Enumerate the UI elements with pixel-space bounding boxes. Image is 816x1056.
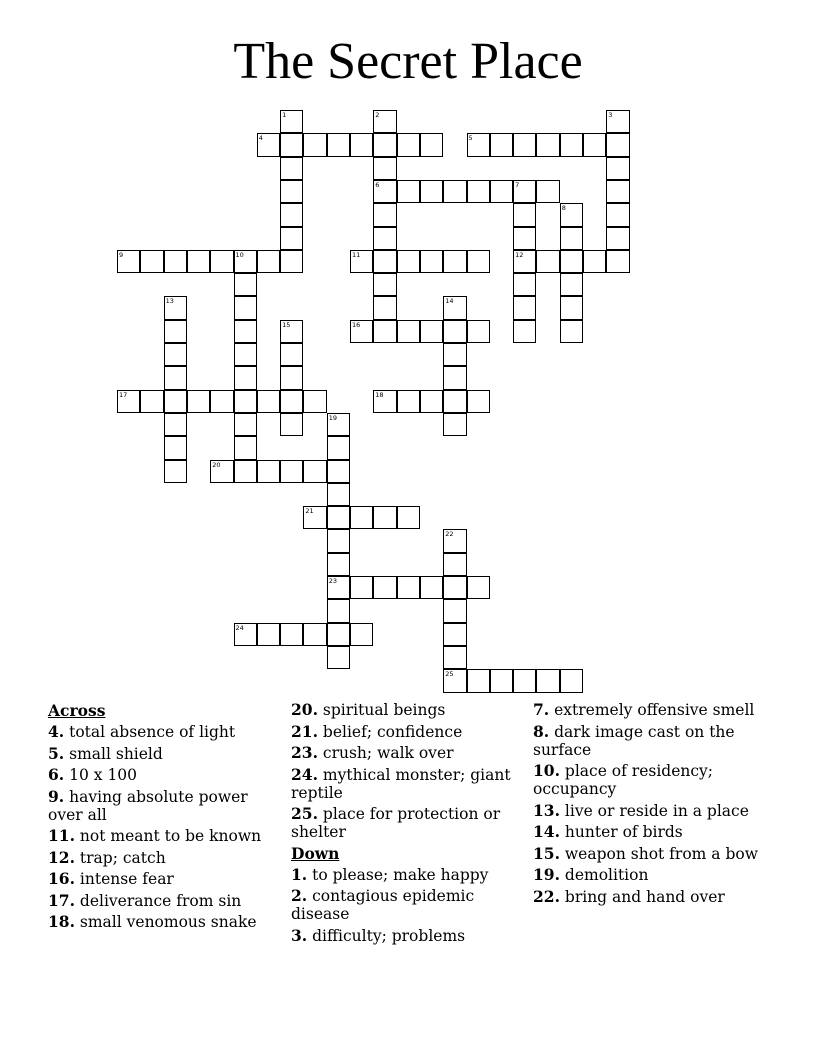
grid-cell[interactable] (583, 250, 606, 273)
grid-cell[interactable] (280, 460, 303, 483)
clue-number: 18 (375, 390, 384, 399)
grid-cell[interactable] (327, 599, 350, 622)
grid-cell[interactable] (536, 133, 559, 156)
grid-cell[interactable] (280, 320, 303, 343)
grid-cell[interactable] (513, 296, 536, 319)
grid-cell[interactable] (443, 296, 466, 319)
grid-cell[interactable] (303, 133, 326, 156)
grid-cell[interactable] (490, 133, 513, 156)
grid-cell[interactable] (257, 250, 280, 273)
clue-down-15: 15. weapon shot from a bow (533, 843, 758, 863)
grid-cell[interactable] (327, 483, 350, 506)
clue-across-21: 21. belief; confidence (291, 721, 463, 741)
grid-cell[interactable] (560, 203, 583, 226)
grid-cell[interactable] (513, 227, 536, 250)
grid-cell[interactable] (560, 133, 583, 156)
grid-cell[interactable] (606, 203, 629, 226)
clue-number: 5 (468, 134, 473, 143)
across-header: Across (48, 701, 106, 720)
grid-cell[interactable] (210, 460, 233, 483)
grid-cell[interactable] (327, 413, 350, 436)
grid-cell[interactable] (280, 227, 303, 250)
grid-cell[interactable] (234, 343, 257, 366)
grid-cell[interactable] (536, 250, 559, 273)
grid-cell[interactable] (164, 436, 187, 459)
clue-number: 24 (235, 623, 244, 632)
clue-number: 21 (305, 507, 314, 516)
grid-cell[interactable] (280, 157, 303, 180)
grid-cell[interactable] (467, 180, 490, 203)
clue-across-11: 11. not meant to be known (48, 826, 262, 845)
grid-cell[interactable] (373, 390, 396, 413)
grid-cell[interactable] (420, 250, 443, 273)
grid-cell[interactable] (420, 390, 443, 413)
grid-cell[interactable] (443, 623, 466, 646)
grid-cell[interactable] (327, 460, 350, 483)
grid-cell[interactable] (373, 157, 396, 180)
grid-cell[interactable] (327, 436, 350, 459)
grid-cell[interactable] (606, 157, 629, 180)
grid-cell[interactable] (443, 529, 466, 552)
clue-number: 20 (212, 460, 221, 469)
grid-cell[interactable] (397, 133, 420, 156)
grid-cell[interactable] (443, 320, 466, 343)
grid-cell[interactable] (164, 460, 187, 483)
clue-number: 4 (258, 134, 263, 143)
grid-cell[interactable] (257, 460, 280, 483)
grid-cell[interactable] (210, 390, 233, 413)
clue-across-23: 23. crush; walk over (291, 743, 454, 762)
grid-cell[interactable] (350, 320, 373, 343)
grid-cell[interactable] (280, 203, 303, 226)
grid-cell[interactable] (327, 506, 350, 529)
grid-cell[interactable] (467, 576, 490, 599)
grid-cell[interactable] (606, 133, 629, 156)
grid-cell[interactable] (606, 110, 629, 133)
grid-cell[interactable] (467, 669, 490, 692)
grid-cell[interactable] (280, 343, 303, 366)
grid-cell[interactable] (513, 133, 536, 156)
clue-down-3: 3. difficulty; problems (291, 925, 466, 945)
grid-cell[interactable] (397, 506, 420, 529)
grid-cell[interactable] (560, 250, 583, 273)
grid-cell[interactable] (513, 669, 536, 692)
grid-cell[interactable] (257, 623, 280, 646)
grid-cell[interactable] (350, 576, 373, 599)
grid-cell[interactable] (490, 180, 513, 203)
grid-cell[interactable] (373, 506, 396, 529)
grid-cell[interactable] (280, 366, 303, 389)
clue-down-19: 19. demolition (533, 865, 649, 884)
clue-across-17: 17. deliverance from sin (48, 890, 242, 910)
grid-cell[interactable] (303, 460, 326, 483)
clue-down-13: 13. live or reside in a place (533, 800, 749, 820)
grid-cell[interactable] (467, 250, 490, 273)
clue-across-18: 18. small venomous snake (48, 912, 257, 931)
grid-cell[interactable] (606, 180, 629, 203)
grid-cell[interactable] (234, 390, 257, 413)
grid-cell[interactable] (117, 250, 140, 273)
grid-cell[interactable] (280, 250, 303, 273)
grid-cell[interactable] (350, 506, 373, 529)
grid-cell[interactable] (443, 250, 466, 273)
grid-cell[interactable] (397, 576, 420, 599)
clue-number: 6 (375, 180, 380, 189)
clue-across-20: 20. spiritual beings (291, 700, 446, 719)
grid-cell[interactable] (327, 133, 350, 156)
down-header: Down (291, 843, 340, 863)
clue-column-1 (48, 701, 283, 935)
grid-cell[interactable] (350, 250, 373, 273)
clue-number: 19 (328, 413, 337, 422)
grid-cell[interactable] (373, 227, 396, 250)
grid-cell[interactable] (373, 250, 396, 273)
grid-cell[interactable] (513, 273, 536, 296)
clue-number: 2 (375, 111, 380, 119)
grid-cell[interactable] (420, 180, 443, 203)
grid-cell[interactable] (513, 203, 536, 226)
grid-cell[interactable] (420, 576, 443, 599)
clue-number: 11 (352, 250, 361, 259)
clue-number: 17 (119, 390, 128, 399)
clue-across-24: 24. mythical monster; giant reptile (291, 764, 511, 802)
clue-across-9: 9. having absolute power over all (48, 786, 248, 824)
grid-cell[interactable] (606, 250, 629, 273)
grid-cell[interactable] (536, 669, 559, 692)
grid-cell[interactable] (373, 203, 396, 226)
grid-cell[interactable] (303, 623, 326, 646)
grid-cell[interactable] (606, 227, 629, 250)
grid-cell[interactable] (373, 180, 396, 203)
clue-number: 13 (165, 297, 174, 306)
grid-cell[interactable] (140, 390, 163, 413)
grid-cell[interactable] (234, 623, 257, 646)
grid-cell[interactable] (490, 669, 513, 692)
grid-cell[interactable] (257, 390, 280, 413)
clue-across-16: 16. intense fear (48, 869, 174, 888)
clue-number: 25 (445, 670, 454, 679)
clue-number: 10 (235, 250, 244, 259)
grid-cell[interactable] (560, 227, 583, 250)
grid-cell[interactable] (280, 413, 303, 436)
grid-cell[interactable] (210, 250, 233, 273)
grid-cell[interactable] (280, 180, 303, 203)
grid-cell[interactable] (327, 623, 350, 646)
clue-column-2 (291, 701, 526, 948)
clue-number: 1 (282, 111, 287, 119)
grid-cell[interactable] (373, 273, 396, 296)
grid-cell[interactable] (443, 646, 466, 669)
grid-cell[interactable] (373, 576, 396, 599)
grid-cell[interactable] (467, 320, 490, 343)
clue-number: 3 (608, 111, 613, 119)
grid-cell[interactable] (234, 273, 257, 296)
grid-cell[interactable] (443, 180, 466, 203)
clue-number: 14 (445, 297, 454, 306)
clue-across-4: 4. total absence of light (48, 722, 236, 741)
grid-cell[interactable] (397, 390, 420, 413)
grid-cell[interactable] (443, 366, 466, 389)
clue-across-25: 25. place for protection or shelter (291, 804, 501, 841)
grid-cell[interactable] (327, 553, 350, 576)
grid-cell[interactable] (443, 669, 466, 692)
grid-cell[interactable] (397, 320, 420, 343)
grid-cell[interactable] (583, 133, 606, 156)
clue-down-7: 7. extremely offensive smell (533, 700, 755, 719)
clue-down-14: 14. hunter of birds (533, 822, 683, 841)
grid-cell[interactable] (303, 390, 326, 413)
grid-cell[interactable] (280, 110, 303, 133)
grid-cell[interactable] (513, 320, 536, 343)
grid-cell[interactable] (280, 623, 303, 646)
grid-cell[interactable] (187, 250, 210, 273)
grid-cell[interactable] (327, 576, 350, 599)
grid-cell[interactable] (164, 343, 187, 366)
grid-cell[interactable] (164, 413, 187, 436)
grid-cell[interactable] (234, 460, 257, 483)
grid-cell[interactable] (280, 133, 303, 156)
grid-cell[interactable] (164, 366, 187, 389)
grid-cell[interactable] (560, 273, 583, 296)
grid-cell[interactable] (327, 646, 350, 669)
grid-cell[interactable] (443, 413, 466, 436)
clue-down-10: 10. place of residency; occupancy (533, 761, 714, 798)
clue-column-3 (533, 701, 768, 909)
clue-number: 8 (561, 204, 566, 213)
clue-number: 16 (352, 320, 361, 329)
clue-number: 7 (515, 180, 520, 189)
clue-number: 15 (282, 320, 291, 329)
clue-down-2: 2. contagious epidemic disease (291, 886, 475, 923)
grid-cell[interactable] (397, 180, 420, 203)
grid-cell[interactable] (420, 133, 443, 156)
clue-down-1: 1. to please; make happy (291, 864, 489, 884)
page-title: The Secret Place (233, 33, 583, 90)
clue-number: 23 (328, 577, 337, 585)
grid-cell[interactable] (164, 320, 187, 343)
grid-cell[interactable] (443, 599, 466, 622)
grid-cell[interactable] (164, 390, 187, 413)
grid-cell[interactable] (234, 436, 257, 459)
grid-cell[interactable] (467, 133, 490, 156)
clue-down-22: 22. bring and hand over (533, 886, 725, 906)
grid-cell[interactable] (257, 133, 280, 156)
grid-cell[interactable] (397, 250, 420, 273)
grid-cell[interactable] (303, 506, 326, 529)
grid-cell[interactable] (513, 250, 536, 273)
clue-across-12: 12. trap; catch (48, 847, 166, 867)
grid-cell[interactable] (443, 553, 466, 576)
grid-cell[interactable] (327, 529, 350, 552)
grid-cell[interactable] (373, 320, 396, 343)
grid-cell[interactable] (373, 296, 396, 319)
clue-number: 22 (445, 530, 454, 539)
clue-across-6: 6. 10 x 100 (48, 765, 138, 784)
grid-cell[interactable] (350, 133, 373, 156)
grid-cell[interactable] (536, 180, 559, 203)
grid-cell[interactable] (560, 296, 583, 319)
grid-cell[interactable] (467, 390, 490, 413)
grid-cell[interactable] (513, 180, 536, 203)
clue-across-5: 5. small shield (48, 743, 163, 763)
grid-cell[interactable] (234, 366, 257, 389)
grid-cell[interactable] (280, 390, 303, 413)
grid-cell[interactable] (164, 296, 187, 319)
grid-cell[interactable] (560, 320, 583, 343)
grid-cell[interactable] (117, 390, 140, 413)
grid-cell[interactable] (373, 110, 396, 133)
grid-cell[interactable] (234, 250, 257, 273)
grid-cell[interactable] (234, 413, 257, 436)
grid-cell[interactable] (443, 576, 466, 599)
grid-cell[interactable] (234, 296, 257, 319)
clue-number: 12 (515, 250, 524, 259)
grid-cell[interactable] (187, 390, 210, 413)
grid-cell[interactable] (350, 623, 373, 646)
clue-number: 9 (119, 250, 124, 259)
grid-cell[interactable] (443, 343, 466, 366)
grid-cell[interactable] (560, 669, 583, 692)
grid-cell[interactable] (140, 250, 163, 273)
grid-cell[interactable] (234, 320, 257, 343)
grid-cell[interactable] (443, 390, 466, 413)
grid-cell[interactable] (164, 250, 187, 273)
grid-cell[interactable] (373, 133, 396, 156)
grid-cell[interactable] (420, 320, 443, 343)
clue-down-8: 8. dark image cast on the surface (533, 721, 735, 759)
